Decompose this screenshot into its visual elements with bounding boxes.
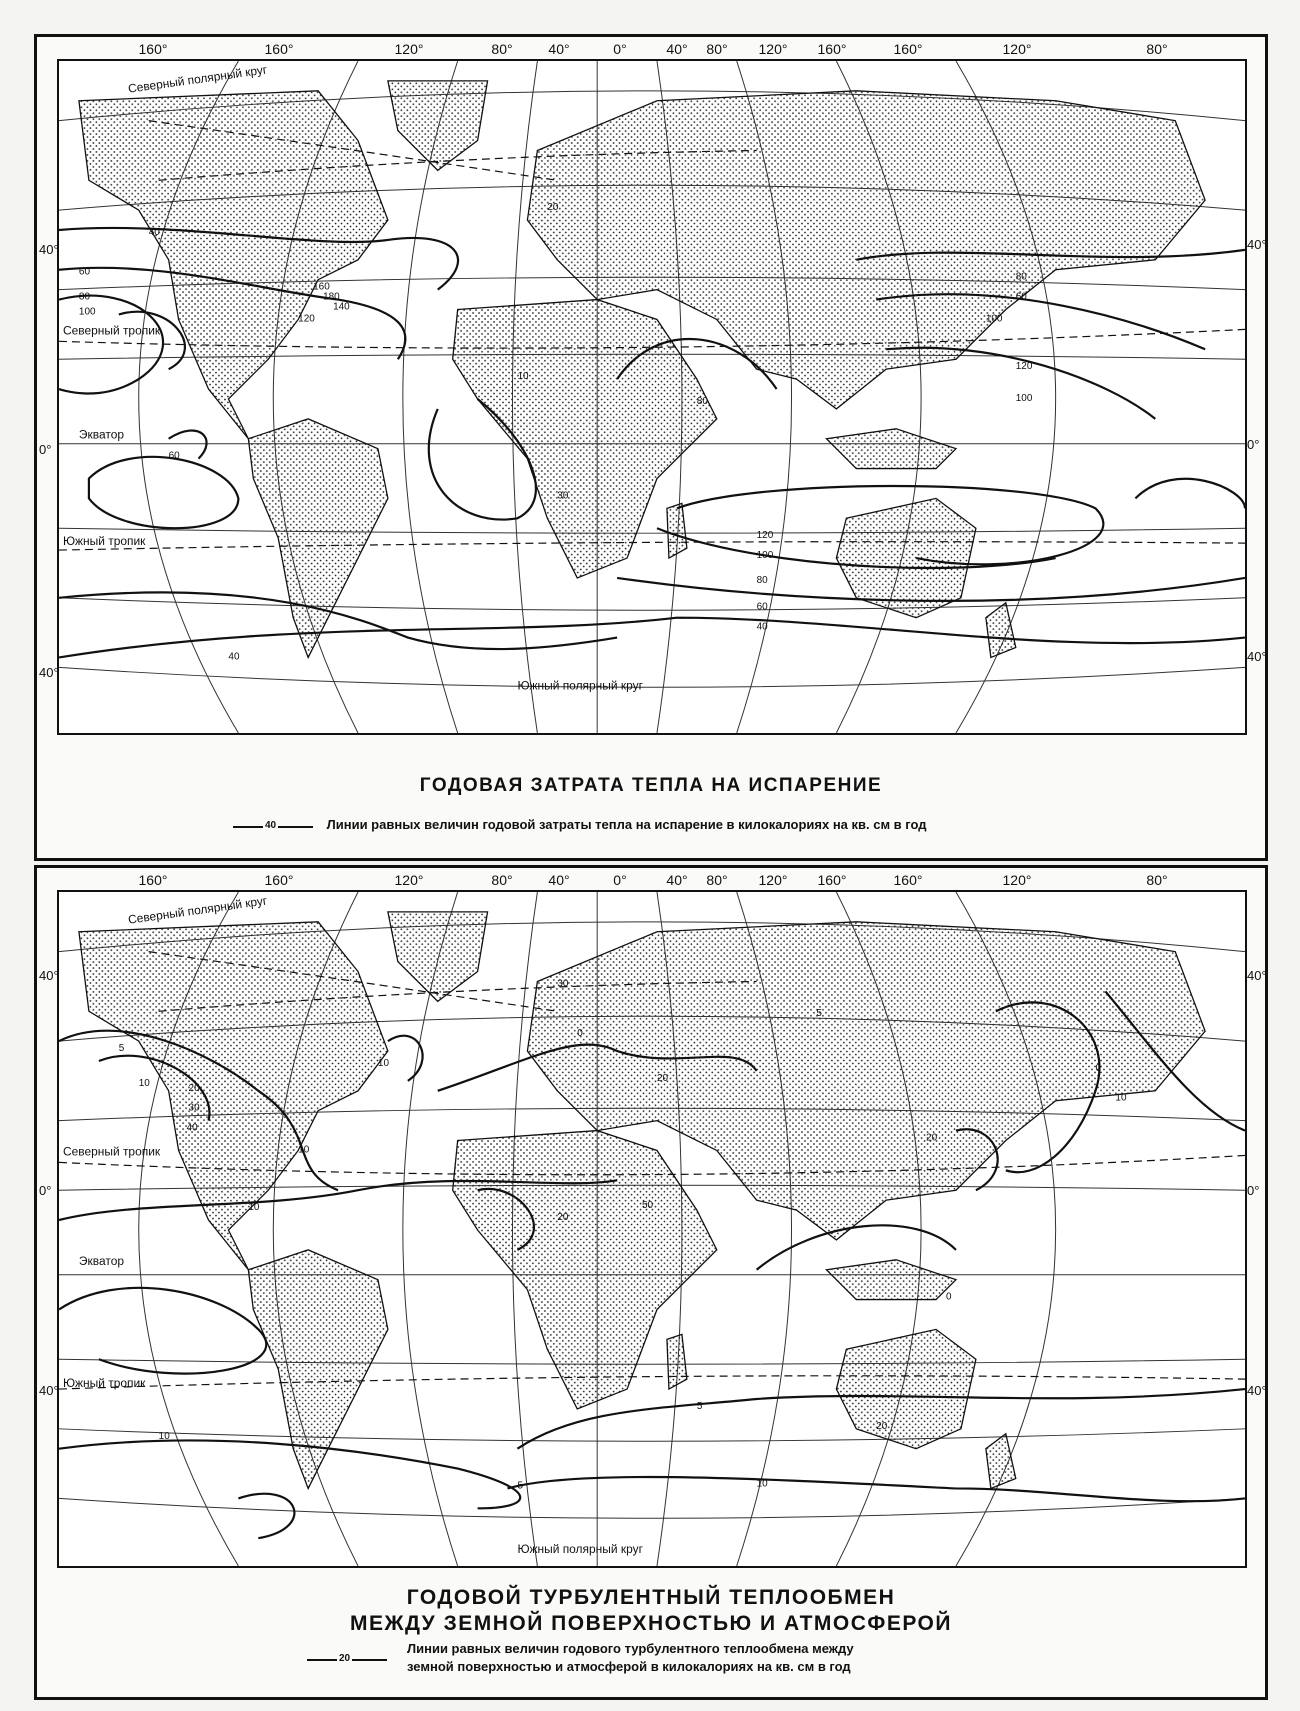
lon-label: 80° — [706, 41, 728, 57]
isoline-value: 60 — [168, 450, 180, 462]
isoline-value: 5 — [816, 1008, 822, 1020]
arctic-circle-label: Северный полярный круг — [127, 893, 269, 927]
lon-label: 120° — [394, 41, 424, 57]
madagascar — [667, 503, 687, 558]
isoline-value: 160 — [313, 281, 330, 293]
lon-label: 160° — [264, 872, 294, 888]
lon-label: 120° — [394, 872, 424, 888]
turbulent-map-title-line1: ГОДОВОЙ ТУРБУЛЕНТНЫЙ ТЕПЛООБМЕН — [406, 1586, 896, 1609]
lon-label: 120° — [1002, 872, 1032, 888]
isoline-value: 100 — [985, 313, 1003, 325]
lon-label: 160° — [817, 872, 847, 888]
lat-label-left: 40° — [39, 1383, 59, 1398]
isoline-value: 140 — [333, 301, 350, 313]
turbulent-heat-map-panel — [34, 865, 1268, 1700]
isoline-value: 10 — [248, 1202, 260, 1214]
lon-label: 0° — [613, 872, 627, 888]
isoline-value: 100 — [756, 550, 774, 562]
turbulent-heat-map — [57, 890, 1247, 1568]
isoline-value: 180 — [323, 291, 340, 303]
isoline-value: 0 — [1095, 1062, 1102, 1074]
lon-label: 160° — [264, 41, 294, 57]
lon-label: 40° — [548, 872, 570, 888]
lon-label: 120° — [758, 41, 788, 57]
lon-label: 160° — [893, 41, 923, 57]
antarctic-circle-label: Южный полярный круг — [517, 678, 643, 693]
longitude-labels-top — [57, 39, 1247, 59]
isoline-value: 0 — [577, 1028, 583, 1040]
lat-label-right: 40° — [1247, 649, 1267, 664]
greenland — [388, 81, 488, 170]
isoline-value: 20 — [656, 1072, 669, 1084]
australia — [836, 1329, 976, 1448]
tropic-north-label: Северный тропик — [62, 1144, 161, 1159]
turbulent-heat-map-graphic — [59, 892, 1245, 1566]
isoline-legend-sample — [233, 819, 313, 833]
isoline-value: 20 — [188, 1082, 200, 1094]
isoline-value: 100 — [78, 306, 96, 318]
evaporation-map — [57, 59, 1247, 735]
isoline-value: 10 — [138, 1077, 150, 1089]
lon-label: 80° — [491, 872, 513, 888]
isoline-value: 5 — [118, 1043, 125, 1055]
lat-label-left: 40° — [39, 242, 59, 257]
isoline-value: 40 — [148, 226, 160, 238]
isoline-value: 5 — [696, 1400, 703, 1412]
isoline-value: 120 — [298, 313, 315, 325]
lat-label-left: 40° — [39, 665, 59, 680]
tropic-north-label: Северный тропик — [62, 323, 161, 338]
lon-label: 160° — [138, 41, 168, 57]
isoline-value: 10 — [298, 1144, 310, 1156]
lat-label-right: 0° — [1247, 437, 1260, 452]
lat-label-left: 0° — [39, 442, 52, 457]
isoline-value: 60 — [78, 266, 91, 278]
lon-label: 40° — [666, 872, 688, 888]
longitude-labels-bottom — [57, 870, 1247, 890]
legend-text — [407, 1640, 1007, 1676]
lon-label: 40° — [666, 41, 688, 57]
isoline-value: 50 — [642, 1200, 654, 1212]
turbulent-map-title-line2: МЕЖДУ ЗЕМНОЙ ПОВЕРХНОСТЬЮ И АТМОСФЕРОЙ — [349, 1612, 952, 1635]
isoline-value: 20 — [926, 1132, 938, 1144]
isoline-value: 60 — [1015, 291, 1027, 303]
lat-label-right: 40° — [1247, 968, 1267, 983]
new-zealand — [986, 603, 1016, 658]
isoline-value: 5 — [517, 1480, 523, 1492]
isoline-value: 0 — [946, 1291, 952, 1303]
isoline-value: 80 — [696, 395, 708, 407]
isoline-value: 20 — [557, 1212, 569, 1224]
isoline-value: 30 — [188, 1102, 200, 1114]
arctic-circle-label: Северный полярный круг — [127, 62, 269, 96]
lon-label: 80° — [491, 41, 513, 57]
lon-label: 80° — [706, 872, 728, 888]
isoline-value: 100 — [1015, 392, 1033, 404]
lon-label: 120° — [1002, 41, 1032, 57]
lon-label: 0° — [613, 41, 627, 57]
evaporation-map-graphic — [59, 61, 1245, 733]
isoline-value: 120 — [1015, 361, 1033, 373]
isoline-value: 10 — [158, 1430, 170, 1442]
lon-label: 80° — [1146, 872, 1168, 888]
lat-label-right: 40° — [1247, 1383, 1267, 1398]
isoline-value: 80 — [78, 291, 91, 303]
north-america — [79, 922, 388, 1270]
isoline-value: 80 — [1015, 271, 1027, 283]
madagascar — [667, 1334, 687, 1389]
antarctic-circle-label: Южный полярный круг — [517, 1542, 643, 1557]
legend-text-line: земной поверхностью и атмосферой в килокалориях на кв. см в год — [407, 1659, 851, 1674]
lon-label: 120° — [758, 872, 788, 888]
isoline-value: 20 — [876, 1420, 888, 1432]
isoline-value: 40 — [756, 621, 768, 633]
evaporation-map-legend — [233, 817, 927, 833]
tropic-south-label: Южный тропик — [62, 534, 146, 549]
legend-sample-value: 20 — [339, 1653, 351, 1664]
isoline-value: 30 — [557, 490, 569, 502]
continents — [79, 81, 1205, 658]
equator-label: Экватор — [78, 1253, 124, 1268]
lon-label: 160° — [138, 872, 168, 888]
lon-label: 160° — [817, 41, 847, 57]
lon-label: 40° — [548, 41, 570, 57]
tropic-south-label: Южный тропик — [62, 1376, 146, 1391]
lat-label-left: 0° — [39, 1183, 52, 1198]
indonesia — [826, 429, 956, 469]
isoline-value: 10 — [1115, 1092, 1127, 1104]
isoline-value: 10 — [377, 1057, 390, 1069]
equator-label: Экватор — [78, 427, 124, 442]
isoline-value: 40 — [228, 651, 240, 663]
lat-label-right: 40° — [1247, 237, 1267, 252]
isoline-value: 10 — [756, 1478, 768, 1490]
legend-text-line: Линии равных величин годового турбулентного теплообмена между — [407, 1641, 854, 1656]
new-zealand — [986, 1434, 1016, 1489]
lon-label: 160° — [893, 872, 923, 888]
isoline-value: 40 — [186, 1122, 198, 1134]
isoline-value: 20 — [547, 202, 559, 214]
isoline-value: 10 — [517, 371, 529, 383]
evaporation-map-title: ГОДОВАЯ ЗАТРАТА ТЕПЛА НА ИСПАРЕНИЕ — [419, 775, 883, 796]
lat-label-right: 0° — [1247, 1183, 1260, 1198]
isoline-value: 120 — [756, 530, 774, 542]
isoline-legend-sample — [307, 1652, 387, 1666]
greenland — [388, 912, 488, 1001]
isoline-value: 30 — [557, 978, 569, 990]
evaporation-map-panel — [34, 34, 1268, 861]
legend-text: Линии равных величин годовой затраты тепла на испарение в килокалориях на кв. см в год — [326, 817, 927, 832]
lat-label-left: 40° — [39, 968, 59, 983]
lon-label: 80° — [1146, 41, 1168, 57]
isoline-value: 80 — [756, 574, 768, 586]
legend-sample-value: 40 — [265, 819, 277, 831]
isoline-value: 60 — [756, 601, 768, 613]
indonesia — [826, 1260, 956, 1300]
